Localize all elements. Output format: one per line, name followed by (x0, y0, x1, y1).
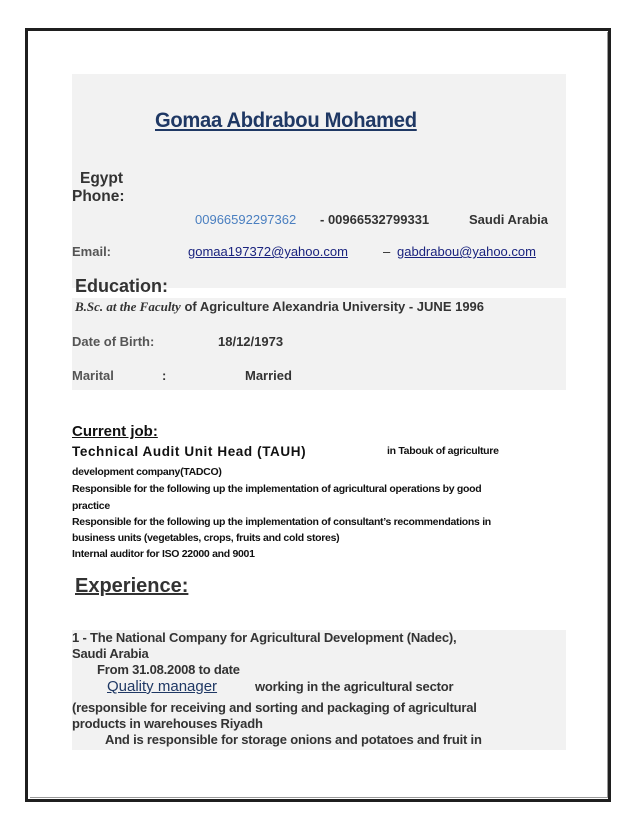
education-heading: Education: (75, 276, 168, 296)
phone-country: Saudi Arabia (469, 212, 548, 227)
job-title-suffix: in Tabouk of agriculture (387, 445, 499, 457)
phone-number-1[interactable]: 00966592297362 (195, 212, 297, 227)
job-line-3: practice (72, 500, 110, 512)
exp-line-5: (responsible for receiving and sorting and packaging of agricultural (72, 700, 477, 715)
exp-role: Quality manager (107, 678, 218, 695)
marital-colon: : (162, 368, 167, 383)
candidate-name: Gomaa Abdrabou Mohamed (155, 109, 417, 132)
dob-value: 18/12/1973 (218, 334, 284, 349)
phone-label: Phone: (72, 188, 125, 205)
exp-line-7: And is responsible for storage onions and potatoes and fruit in (105, 732, 482, 747)
dob-label: Date of Birth: (72, 334, 155, 349)
exp-line-1: 1 - The National Company for Agricultural Development (Nadec), (72, 630, 457, 645)
marital-value: Married (245, 368, 292, 383)
degree-line (75, 299, 484, 315)
email-link-1[interactable]: gomaa197372@yahoo.com (188, 244, 348, 259)
job-line-4: Responsible for the following up the implementation of consultant’s recommendations in (72, 516, 491, 528)
degree-italic: B.Sc. at the Faculty (75, 299, 181, 314)
job-title: Technical Audit Unit Head (TAUH) (72, 444, 307, 459)
job-line-1: development company(TADCO) (72, 466, 222, 478)
phone-number-2: - 00966532799331 (320, 212, 430, 227)
email-separator: – (383, 244, 391, 259)
email-label: Email: (72, 244, 112, 259)
exp-line-2: Saudi Arabia (72, 646, 149, 661)
exp-line-6: products in warehouses Riyadh (72, 716, 263, 731)
country-text: Egypt (80, 170, 124, 187)
current-job-heading: Current job: (72, 423, 158, 440)
job-line-5: business units (vegetables, crops, fruits and cold stores) (72, 532, 340, 544)
exp-role-suffix: working in the agricultural sector (255, 679, 454, 694)
email-link-2[interactable]: gabdrabou@yahoo.com (397, 244, 536, 259)
job-line-2: Responsible for the following up the implementation of agricultural operations by good (72, 483, 482, 495)
degree-rest: of Agriculture Alexandria University - JUNE 1996 (184, 299, 485, 314)
job-line-6: Internal auditor for ISO 22000 and 9001 (72, 548, 255, 560)
exp-line-3: From 31.08.2008 to date (97, 662, 240, 677)
experience-heading: Experience: (75, 575, 189, 597)
marital-label: Marital (72, 368, 114, 383)
